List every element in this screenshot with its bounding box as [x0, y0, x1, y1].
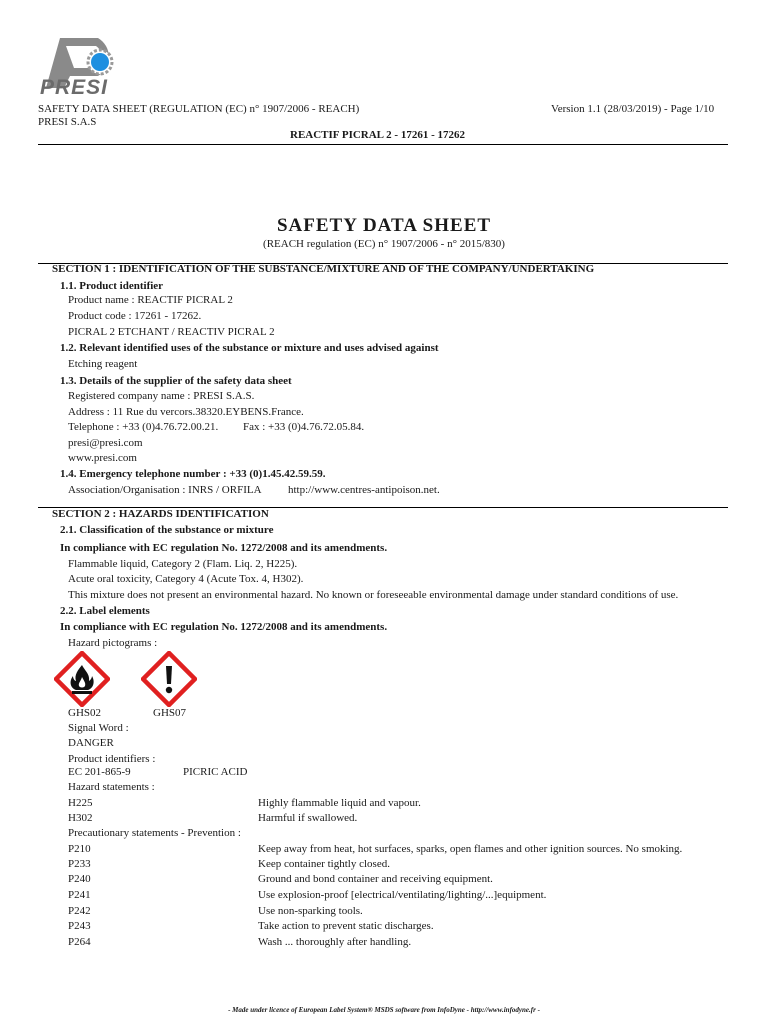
poison-center-association: Association/Organisation : INRS / ORFILA — [68, 484, 262, 496]
poison-center-url[interactable]: http://www.centres-antipoison.net. — [288, 484, 440, 496]
document-subtitle: (REACH regulation (EC) n° 1907/2006 - n° 2015/830) — [263, 238, 505, 250]
precaution-text: Keep away from heat, hot surfaces, sparks, open flames and other ignition sources. No smoking. — [258, 843, 683, 855]
precautionary-statements-label: Precautionary statements - Prevention : — [68, 827, 241, 839]
heading-1-2: 1.2. Relevant identified uses of the substance or mixture and uses advised against — [60, 342, 439, 354]
regulation-header: SAFETY DATA SHEET (REGULATION (EC) n° 1907/2006 - REACH) — [38, 103, 360, 115]
hazard-pictograms-label: Hazard pictograms : — [68, 637, 158, 649]
classification-toxicity: Acute oral toxicity, Category 4 (Acute Tox. 4, H302). — [68, 573, 304, 585]
classification-flammable: Flammable liquid, Category 2 (Flam. Liq. 2, H225). — [68, 558, 298, 570]
ghs02-flame-icon — [54, 651, 110, 707]
ec-number: EC 201-865-9 — [68, 766, 131, 778]
compliance-statement-1: In compliance with EC regulation No. 1272/2008 and its amendments. — [60, 542, 388, 554]
product-identifiers-label: Product identifiers : — [68, 753, 156, 765]
document-title: SAFETY DATA SHEET — [276, 215, 492, 236]
precaution-text: Take action to prevent static discharges. — [258, 920, 434, 932]
company-header: PRESI S.A.S — [38, 116, 97, 128]
precaution-code: P242 — [68, 905, 91, 917]
precaution-code: P210 — [68, 843, 91, 855]
hazard-text: Highly flammable liquid and vapour. — [258, 797, 421, 809]
precaution-code: P241 — [68, 889, 91, 901]
compliance-statement-2: In compliance with EC regulation No. 1272/2008 and its amendments. — [60, 621, 388, 633]
precaution-text: Ground and bond container and receiving equipment. — [258, 873, 493, 885]
substance-name: PICRIC ACID — [183, 766, 248, 778]
signal-word: DANGER — [68, 737, 114, 749]
precaution-text: Use explosion-proof [electrical/ventilating/lighting/...]equipment. — [258, 889, 547, 901]
company-address: Address : 11 Rue du vercors.38320.EYBENS.France. — [68, 406, 304, 418]
version-info: Version 1.1 (28/03/2019) - Page 1/10 — [551, 103, 715, 115]
ghs07-exclamation-icon — [141, 651, 197, 707]
header-divider — [38, 144, 728, 145]
company-email[interactable]: presi@presi.com — [68, 437, 143, 449]
heading-2-2: 2.2. Label elements — [60, 605, 150, 617]
product-name: Product name : REACTIF PICRAL 2 — [68, 294, 233, 306]
heading-2-1: 2.1. Classification of the substance or mixture — [60, 524, 274, 536]
section2-heading: SECTION 2 : HAZARDS IDENTIFICATION — [52, 508, 269, 520]
company-fax: Fax : +33 (0)4.76.72.05.84. — [243, 421, 365, 433]
precaution-text: Wash ... thoroughly after handling. — [258, 936, 412, 948]
precaution-code: P240 — [68, 873, 91, 885]
pictogram-label-ghs02: GHS02 — [68, 707, 102, 719]
heading-1-4: 1.4. Emergency telephone number : +33 (0)1.45.42.59.59. — [60, 468, 326, 480]
precaution-code: P264 — [68, 936, 91, 948]
precaution-code: P233 — [68, 858, 91, 870]
precaution-code: P243 — [68, 920, 91, 932]
company-name: Registered company name : PRESI S.A.S. — [68, 390, 255, 402]
heading-1-3: 1.3. Details of the supplier of the safety data sheet — [60, 375, 292, 387]
footer-text: - Made under licence of European Label System® MSDS software from InfoDyne - http://www.infodyne.fr - — [228, 1006, 540, 1014]
company-telephone: Telephone : +33 (0)4.76.72.00.21. — [68, 421, 219, 433]
alternative-names: PICRAL 2 ETCHANT / REACTIV PICRAL 2 — [68, 326, 275, 338]
hazard-code: H302 — [68, 812, 93, 824]
precaution-text: Keep container tightly closed. — [258, 858, 390, 870]
hazard-text: Harmful if swallowed. — [258, 812, 358, 824]
section1-heading: SECTION 1 : IDENTIFICATION OF THE SUBSTANCE/MIXTURE AND OF THE COMPANY/UNDERTAKING — [52, 263, 595, 275]
logo-text: PRESI — [40, 76, 109, 99]
hazard-statements-label: Hazard statements : — [68, 781, 155, 793]
hazard-code: H225 — [68, 797, 93, 809]
precaution-text: Use non-sparking tools. — [258, 905, 363, 917]
heading-1-1: 1.1. Product identifier — [60, 280, 164, 292]
identified-use: Etching reagent — [68, 358, 138, 370]
pictogram-label-ghs07: GHS07 — [153, 707, 187, 719]
product-title-header: REACTIF PICRAL 2 - 17261 - 17262 — [290, 129, 465, 141]
environmental-statement: This mixture does not present an environmental hazard. No known or foreseeable environmental damage under standard conditions of use. — [68, 589, 679, 601]
company-website[interactable]: www.presi.com — [68, 452, 137, 464]
product-code: Product code : 17261 - 17262. — [68, 310, 202, 322]
signal-word-label: Signal Word : — [68, 722, 129, 734]
